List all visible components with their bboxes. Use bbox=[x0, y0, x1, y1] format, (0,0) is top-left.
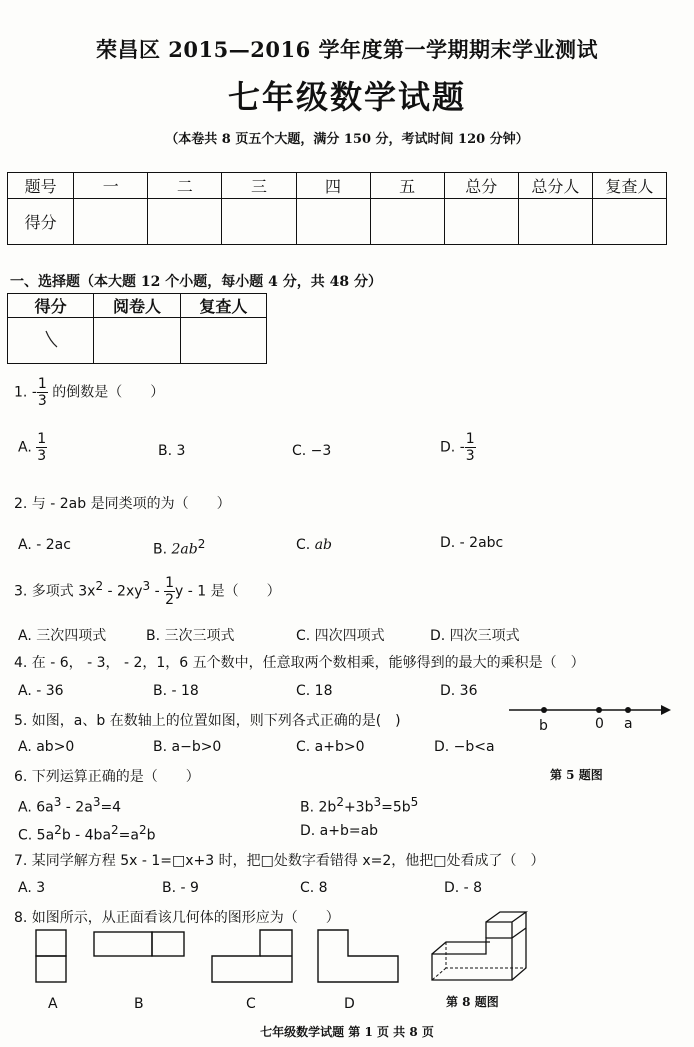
q3-mid1: - 2xy bbox=[103, 583, 143, 600]
score-header-cell: 一 bbox=[74, 173, 148, 199]
q8-figure-b[interactable] bbox=[92, 930, 188, 960]
q6-option-d[interactable]: D. a+b=ab bbox=[300, 823, 379, 839]
question-2: 2. 与 - 2ab 是同类项的为（ ） bbox=[14, 496, 231, 512]
score-cell[interactable] bbox=[296, 199, 370, 245]
q3-post: y - 1 是（ ） bbox=[175, 583, 281, 600]
q8-solid-tall-block bbox=[486, 912, 526, 980]
q2-option-b[interactable] bbox=[153, 537, 205, 558]
q6-c-eq: =a bbox=[118, 827, 139, 844]
q6-c-exp3: 2 bbox=[138, 823, 147, 837]
q8-figure-c[interactable] bbox=[210, 928, 296, 986]
q2-option-c[interactable] bbox=[296, 537, 332, 553]
q6-a-exp2: 3 bbox=[92, 795, 101, 809]
q8-a-bottom-square bbox=[36, 956, 66, 982]
q1-option-d[interactable] bbox=[440, 432, 476, 463]
number-line-arrow-icon bbox=[661, 705, 671, 715]
q1-frac-den: 3 bbox=[37, 393, 47, 409]
q1-option-a[interactable] bbox=[18, 432, 47, 463]
q3-frac-num: 1 bbox=[165, 575, 175, 591]
q1-a-label: A. bbox=[18, 439, 32, 456]
q1-d-den: 3 bbox=[465, 448, 475, 464]
q4-option-c[interactable]: C. 18 bbox=[296, 683, 333, 699]
q3-frac-den: 2 bbox=[165, 592, 175, 608]
grader-score-row bbox=[8, 318, 267, 364]
q7-option-a[interactable]: A. 3 bbox=[18, 880, 46, 896]
exam-note: （本卷共 8 页五个大题，满分 150 分，考试时间 120 分钟） bbox=[165, 132, 529, 147]
score-header-cell: 总分 bbox=[444, 173, 518, 199]
score-header-cell: 三 bbox=[222, 173, 296, 199]
pen-mark-icon bbox=[41, 327, 61, 351]
grader-header-cell: 得分 bbox=[8, 294, 94, 318]
q6-option-b[interactable] bbox=[300, 795, 418, 816]
q7-option-d[interactable]: D. - 8 bbox=[444, 880, 483, 896]
q2-b-exp: 2 bbox=[197, 537, 206, 551]
q7-option-b[interactable]: B. - 9 bbox=[162, 880, 199, 896]
q6-b-exp2: 3 bbox=[373, 795, 382, 809]
q3-option-d[interactable]: D. 四次三项式 bbox=[430, 628, 520, 644]
exam-title-line1: 荣昌区 2015—2016 学年度第一学期期末学业测试 bbox=[95, 37, 598, 62]
q8-solid-edge bbox=[512, 928, 526, 938]
q6-b-mid: +3b bbox=[343, 799, 374, 816]
score-header-cell: 总分人 bbox=[518, 173, 592, 199]
q3-exp1: 2 bbox=[95, 578, 104, 593]
q6-c-pre: C. 5a bbox=[18, 827, 55, 844]
q8-b-right-rect bbox=[152, 932, 184, 956]
grader-table bbox=[7, 293, 267, 364]
number-line-label-b: b bbox=[539, 718, 548, 734]
q6-c-post: b bbox=[146, 827, 156, 844]
number-line-figure bbox=[505, 696, 675, 738]
q4-option-d[interactable]: D. 36 bbox=[440, 683, 478, 699]
q1-a-fraction bbox=[36, 432, 47, 463]
q6-a-exp1: 3 bbox=[53, 795, 62, 809]
fig5-caption: 第 5 题图 bbox=[550, 768, 603, 782]
q5-option-c[interactable]: C. a+b>0 bbox=[296, 739, 365, 755]
score-cell[interactable] bbox=[518, 199, 592, 245]
q1-frac-num: 1 bbox=[37, 376, 47, 392]
score-cell[interactable] bbox=[444, 199, 518, 245]
q5-option-d[interactable]: D. −b<a bbox=[434, 739, 495, 755]
q2-option-d[interactable]: D. - 2abc bbox=[440, 535, 504, 551]
section1-heading: 一、选择题（本大题 12 个小题，每小题 4 分，共 48 分） bbox=[10, 274, 382, 290]
q1-d-num: 1 bbox=[465, 431, 475, 447]
score-header-cell: 复查人 bbox=[592, 173, 666, 199]
grader-name-cell[interactable] bbox=[94, 318, 180, 364]
score-cell[interactable] bbox=[592, 199, 666, 245]
q4-option-a[interactable]: A. - 36 bbox=[18, 683, 64, 699]
q8-d-outline bbox=[318, 930, 398, 982]
score-row-label: 得分 bbox=[8, 199, 74, 245]
q2-c-value: ab bbox=[314, 537, 332, 553]
q1-minus: - bbox=[31, 384, 37, 401]
number-line-label-0: 0 bbox=[595, 716, 604, 732]
q1-a-num: 1 bbox=[37, 431, 47, 447]
grader-header-row bbox=[8, 294, 267, 318]
question-1 bbox=[14, 377, 164, 408]
number-line-point-a bbox=[625, 707, 631, 713]
q3-mid2: - bbox=[150, 583, 165, 600]
question-8: 8. 如图所示，从正面看该几何体的图形应为（ ） bbox=[14, 910, 340, 926]
q3-pre: 3. 多项式 3x bbox=[14, 583, 96, 600]
score-header-cell: 题号 bbox=[8, 173, 74, 199]
score-table-header-row bbox=[8, 173, 667, 199]
q3-option-c[interactable]: C. 四次四项式 bbox=[296, 628, 385, 644]
q1-d-minus: - bbox=[459, 439, 465, 456]
q3-exp2: 3 bbox=[142, 578, 151, 593]
q6-b-exp3: 5 bbox=[410, 795, 419, 809]
q8-solid-figure bbox=[428, 910, 536, 986]
q8-figure-d[interactable] bbox=[316, 928, 402, 986]
q8-solid-low-top bbox=[432, 942, 490, 954]
q6-b-exp1: 2 bbox=[336, 795, 344, 809]
q1-a-den: 3 bbox=[37, 448, 47, 464]
score-header-cell: 四 bbox=[296, 173, 370, 199]
question-4: 4. 在 - 6， - 3， - 2，1，6 五个数中，任意取两个数相乘，能够得到的最大的乘积是（ ） bbox=[14, 655, 585, 671]
q6-b-eq: =5b bbox=[381, 799, 411, 816]
q8-label-c[interactable]: C bbox=[246, 996, 256, 1012]
q1-number: 1. bbox=[14, 384, 28, 401]
score-cell[interactable] bbox=[74, 199, 148, 245]
score-table bbox=[7, 172, 667, 245]
q6-c-mid: b - 4ba bbox=[61, 827, 112, 844]
number-line-point-0 bbox=[596, 707, 602, 713]
score-header-cell: 五 bbox=[370, 173, 444, 199]
grader-score-cell[interactable] bbox=[8, 318, 94, 364]
score-table-score-row bbox=[8, 199, 667, 245]
q6-a-pre: A. 6a bbox=[18, 799, 54, 816]
q3-option-b[interactable]: B. 三次三项式 bbox=[146, 628, 235, 644]
q1-option-c[interactable]: C. −3 bbox=[292, 443, 332, 459]
question-5: 5. 如图，a、b 在数轴上的位置如图，则下列各式正确的是( ) bbox=[14, 713, 401, 729]
q1-option-b[interactable]: B. 3 bbox=[158, 443, 186, 459]
q6-a-mid: - 2a bbox=[61, 799, 93, 816]
q5-option-b[interactable]: B. a−b>0 bbox=[153, 739, 222, 755]
number-line-label-a: a bbox=[624, 716, 633, 732]
q2-b-label: B. bbox=[153, 541, 172, 558]
q3-option-a[interactable]: A. 三次四项式 bbox=[18, 628, 107, 644]
q6-c-exp2: 2 bbox=[111, 823, 119, 837]
q3-fraction bbox=[164, 576, 175, 607]
question-6: 6. 下列运算正确的是（ ） bbox=[14, 769, 200, 785]
q8-figure-a[interactable] bbox=[34, 928, 70, 986]
q6-option-c[interactable] bbox=[18, 823, 156, 844]
q2-option-a[interactable]: A. - 2ac bbox=[18, 537, 71, 553]
q8-label-b[interactable]: B bbox=[134, 996, 144, 1012]
q1-fraction bbox=[37, 377, 48, 408]
exam-title-line2: 七年级数学试题 bbox=[227, 78, 466, 116]
q1-d-label: D. bbox=[440, 439, 456, 456]
question-7: 7. 某同学解方程 5x - 1=□x+3 时，把□处数字看错得 x=2，他把□处看成了（ ） bbox=[14, 853, 545, 869]
page-footer: 七年级数学试题 第 1 页 共 8 页 bbox=[260, 1025, 434, 1039]
q8-label-a[interactable]: A bbox=[48, 996, 58, 1012]
number-line-point-b bbox=[541, 707, 547, 713]
question-3 bbox=[14, 576, 281, 607]
q6-b-pre: B. 2b bbox=[300, 799, 337, 816]
q8-b-left-rect bbox=[94, 932, 152, 956]
q4-option-b[interactable]: B. - 18 bbox=[153, 683, 199, 699]
score-header-cell: 二 bbox=[148, 173, 222, 199]
score-cell[interactable] bbox=[370, 199, 444, 245]
score-cell[interactable] bbox=[222, 199, 296, 245]
fig8-caption: 第 8 题图 bbox=[446, 995, 499, 1009]
q1-d-fraction bbox=[465, 432, 476, 463]
q6-a-post: =4 bbox=[100, 799, 122, 816]
q7-option-c[interactable]: C. 8 bbox=[300, 880, 328, 896]
q8-a-top-square bbox=[36, 930, 66, 956]
grader-header-cell: 复查人 bbox=[180, 294, 266, 318]
grader-header-cell: 阅卷人 bbox=[94, 294, 180, 318]
q2-c-label: C. bbox=[296, 537, 315, 553]
q5-option-a[interactable]: A. ab>0 bbox=[18, 739, 75, 755]
q8-label-d[interactable]: D bbox=[344, 996, 355, 1012]
q2-b-value: 2ab bbox=[171, 541, 198, 558]
grader-review-cell[interactable] bbox=[180, 318, 266, 364]
score-cell[interactable] bbox=[148, 199, 222, 245]
q6-c-exp1: 2 bbox=[54, 823, 62, 837]
q1-text: 的倒数是（ ） bbox=[52, 384, 165, 401]
q6-option-a[interactable] bbox=[18, 795, 121, 816]
